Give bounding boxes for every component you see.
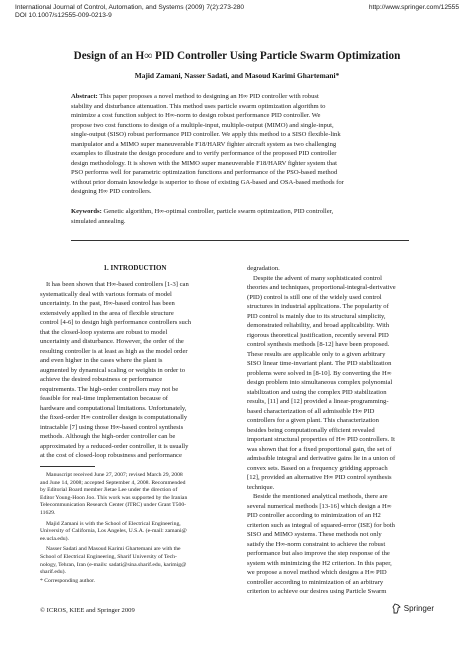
body-line: stabilization and using the complex PID stabilization bbox=[247, 388, 387, 396]
body-line: [12], provided an alternative H∞ PID control synthesis bbox=[247, 474, 392, 481]
footnote-line: ee.ucla.edu). bbox=[40, 535, 69, 542]
footnote-line: Telecommunication Research Center (ITRC) under Grant T500- bbox=[40, 502, 187, 509]
body-line: (PID) control is still one of the widely used control bbox=[247, 293, 382, 301]
body-line: SISO linear time-invariant plant. The PID stabilization bbox=[247, 360, 392, 367]
abstract-line: examples to illustrate the design procedure and to verify performance of the proposed PID controller bbox=[71, 150, 337, 157]
intro-left-column bbox=[40, 280, 230, 461]
footnote-line: School of Electrical Engineering, Sharif University of Tech- bbox=[40, 553, 177, 560]
body-line: Beside the mentioned analytical methods, there are bbox=[253, 493, 388, 500]
journal-citation: International Journal of Control, Automation, and Systems (2009) 7(2):273-280 bbox=[15, 4, 245, 11]
body-line: control synthesis methods [8-12] have been proposed. bbox=[247, 341, 390, 348]
abstract-line: without prior domain knowledge is superior to those of existing GA-based and OSA-based methods for bbox=[71, 178, 344, 186]
footnote-line: sharif.edu). bbox=[40, 569, 66, 576]
abstract-label: Abstract: bbox=[71, 93, 98, 100]
body-line: feasible for real-time implementation because of bbox=[40, 395, 168, 402]
body-line: several numerical methods [13-16] which design a H∞ bbox=[247, 502, 392, 510]
body-line: These results are applicable only to a given arbitrary bbox=[247, 350, 386, 358]
abstract bbox=[71, 92, 409, 197]
footnote-line: by Editorial Board member Jietae Lee under the direction of bbox=[40, 487, 178, 494]
body-line: augmented by dynamical scaling or weights in order to bbox=[40, 366, 186, 374]
body-line: controller according to minimization of an arbitrary bbox=[247, 578, 384, 586]
abstract-line: stability and disturbance attenuation. This method uses particle swarm optimization algorithm to bbox=[71, 102, 326, 110]
abstract-line: minimize a cost function subject to H∞-norm to design robust performance PID controller. We bbox=[71, 112, 321, 119]
body-line: intractable [7] using those H∞-based control synthesis bbox=[40, 423, 184, 431]
body-line: systematically deal with various formats of model bbox=[40, 290, 172, 298]
body-line: performance but also improve the step response of the bbox=[247, 550, 390, 557]
body-line: uncertainty and disturbance. However, the order of the bbox=[40, 338, 184, 345]
body-line: rigorous theoretical justification, recently several PID bbox=[247, 331, 389, 339]
body-line: design problem into simultaneous complex polynomial bbox=[247, 379, 393, 386]
footnote-line: University of California, Los Angeles, U.S.A. (e-mail: zamani@ bbox=[40, 528, 187, 535]
footnote-line: Nasser Sadati and Masoud Karimi Ghartemani are with the bbox=[46, 546, 181, 553]
body-line: and even higher in the cases where the plant is bbox=[40, 357, 163, 364]
body-line: based characterization of all admissible H∞ PID bbox=[247, 407, 375, 415]
body-line: the fixed-order H∞ controller design is computationally bbox=[40, 414, 188, 421]
body-line: demonstrated reliability, and broad applicability. With bbox=[247, 322, 390, 329]
section-divider bbox=[71, 240, 409, 241]
section-heading: 1. INTRODUCTION bbox=[103, 264, 167, 272]
body-line: problems were solved in [8-10]. By converting the H∞ bbox=[247, 369, 392, 377]
body-line: admissible integral and derivative gains lie in a union of bbox=[247, 455, 396, 462]
copyright: © ICROS, KIEE and Springer 2009 bbox=[40, 607, 135, 614]
abstract-line: design methodology. It is shown with the MIMO super maneuverable F18/HARV fighter system that bbox=[71, 159, 337, 167]
footnote-line: 11629. bbox=[40, 509, 56, 516]
body-line: degradation. bbox=[247, 265, 280, 272]
body-line: that the closed-loop systems are robust to model bbox=[40, 328, 168, 336]
springer-logo bbox=[392, 603, 434, 614]
body-line: SISO and MIMO systems. These methods not only bbox=[247, 531, 382, 538]
abstract-line: manipulator and a MIMO super maneuverable F18/HARV fighter aircraft system as two challenging bbox=[71, 140, 337, 148]
body-line: at the cost of closed-loop robustness and performance bbox=[40, 452, 182, 459]
body-line: approximated by a reduced-order controller, it is usually bbox=[40, 442, 189, 450]
keywords-label: Keywords: bbox=[71, 208, 102, 215]
abstract-line: designing H∞ PID controllers. bbox=[71, 188, 152, 195]
footnote-line: Majid Zamani is with the School of Electrical Engineering, bbox=[46, 520, 181, 527]
body-line: technique. bbox=[247, 483, 275, 491]
footnote-line: Editor Young-Hoon Joo. This work was supported by the Iranian bbox=[40, 494, 188, 501]
body-line: we propose a novel method which designs a H∞ PID bbox=[247, 569, 387, 576]
body-line: resulting controller is at least as high as the model order bbox=[40, 347, 188, 355]
abstract-line: PSO performs well for parametric optimization functions and performance of the PSO-based method bbox=[71, 169, 338, 176]
body-line: uncertainty. In the past, H∞-based control has been bbox=[40, 300, 175, 307]
body-line: hardware and computational limitations. Unfortunately, bbox=[40, 404, 187, 412]
body-line: control [4-6] to design high performance controllers such bbox=[40, 319, 192, 326]
body-line: convex sets. Based on a frequency gridding approach bbox=[247, 464, 388, 472]
footnote-line: and June 14, 2008; accepted September 4, 2008. Recommended bbox=[40, 479, 186, 486]
body-line: satisfy the H∞-norm constraint to achieve the robust bbox=[247, 540, 386, 548]
body-line: PID controller according to minimization of an H2 bbox=[247, 512, 381, 519]
body-line: PID control is mainly due to its structural simplicity, bbox=[247, 312, 386, 320]
body-line: important structural properties of H∞ PID controllers. It bbox=[247, 436, 395, 443]
keywords-line: Keywords: Genetic algorithm, H∞-optimal controller, particle swarm optimization, PID controller, bbox=[71, 208, 334, 215]
body-line: requirements. The high-order controllers may not be bbox=[40, 385, 179, 393]
body-line: It has been shown that H∞-based controllers [1-3] can bbox=[46, 281, 189, 288]
body-line: achieve the desired robustness or performance bbox=[40, 376, 163, 383]
body-line: methods. Although the high-order controller can be bbox=[40, 433, 176, 440]
doi: DOI 10.1007/s12555-009-0213-9 bbox=[15, 12, 112, 19]
body-line: besides being computationally efficient revealed bbox=[247, 426, 375, 434]
abstract-line: single-output (SISO) robust performance PID controller. We apply this method to a SISO flexible-link bbox=[71, 131, 341, 138]
body-line: results, [11] and [12] provided a linear-programming- bbox=[247, 398, 389, 405]
abstract-line: propose two cost functions to design of a multiple-input, multiple-output (MIMO) and single-input, bbox=[71, 121, 334, 129]
abstract-line: Abstract: This paper proposes a novel method to designing an H∞ PID controller with robust bbox=[71, 93, 319, 100]
footnotes bbox=[40, 472, 230, 585]
body-line: controllers for a given plant. This characterization bbox=[247, 417, 379, 424]
body-line: was shown that for a fixed proportional gain, the set of bbox=[247, 445, 392, 453]
body-line: extensively applied in the area of flexible structure bbox=[40, 309, 174, 317]
journal-url[interactable]: http://www.springer.com/12555 bbox=[368, 4, 459, 11]
keywords bbox=[71, 207, 409, 226]
keywords-line: simulated annealing. bbox=[71, 217, 126, 225]
body-line: system with minimizing the H2 criterion. In this paper, bbox=[247, 559, 392, 567]
body-line: structures in industrial applications. The popularity of bbox=[247, 303, 389, 310]
footnote-line: nology, Tehran, Iran (e-mails: sadati@sina.sharif.edu, karimig@ bbox=[40, 561, 187, 568]
author-list: Majid Zamani, Nasser Sadati, and Masoud Karimi Ghartemani* bbox=[134, 71, 340, 80]
body-line: theories and techniques, proportional-integral-derivative bbox=[247, 284, 396, 291]
footnote-rule bbox=[40, 466, 95, 467]
body-line: Despite the advent of many sophisticated control bbox=[253, 274, 382, 282]
intro-right-column bbox=[247, 264, 437, 597]
body-line: criterion such as integral of squared-error (ISE) for both bbox=[247, 521, 395, 529]
paper-title: Design of an H∞ PID Controller Using Particle Swarm Optimization bbox=[73, 50, 401, 62]
springer-horse-icon bbox=[392, 603, 401, 614]
footnote-line: Manuscript received June 27, 2007; revised March 29, 2008 bbox=[46, 472, 183, 478]
footnote-line: * Corresponding author. bbox=[40, 577, 96, 584]
springer-wordmark: Springer bbox=[403, 604, 434, 613]
body-line: criterion to achieve our desires using Particle Swarm bbox=[247, 588, 387, 595]
